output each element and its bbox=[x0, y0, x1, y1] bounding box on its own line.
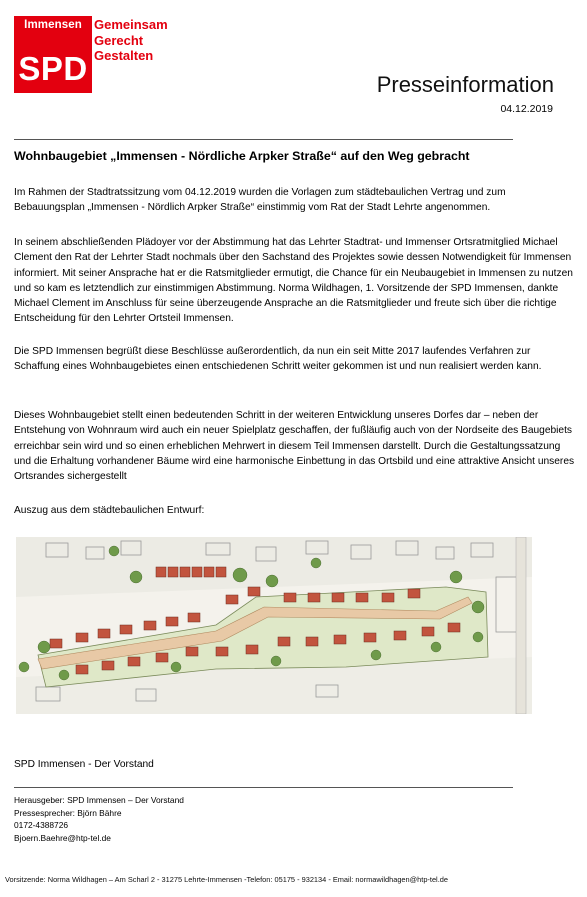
logo-top-text: Immensen bbox=[24, 19, 82, 31]
body-paragraph: In seinem abschließenden Plädoyer vor der Abstimmung hat das Lehrter Stadtrat- und Immenser Ortsratmitglied Michael Clement den Rat der Lehrter Stadt nochmals über den Sachstand des Projektes sowie dessen Notwendigkeit für Immensen informiert. Mit seiner Ansprache hat er die Ratsmitglieder ermutigt, die Chance für ein Neubaugebiet in Immensen zu nutzen und so kam es letztendlich zur einstimmigen Abstimmung. Norma Wildhagen, 1. Vorsitzende der SPD Immensen, dankte Michael Clement im Anschluss für seine überzeugende Ansprache an die Ratsmitglieder und freute sich über die richtige Entscheidung für den Lehrter Ortsteil Immensen. bbox=[14, 237, 573, 325]
imprint-press-speaker: Pressesprecher: Björn Bähre bbox=[14, 807, 122, 818]
spd-logo bbox=[14, 16, 92, 93]
page-footer: Vorsitzende: Norma Wildhagen – Am Scharl 2 - 31275 Lehrte-Immensen -Telefon: 05175 - 932134 - Email: normawildhagen@htp-tel.de bbox=[5, 875, 448, 884]
imprint bbox=[14, 794, 184, 845]
footer-divider bbox=[14, 787, 513, 788]
headline: Wohnbaugebiet „Immensen - Nördliche Arpker Straße“ auf den Weg gebracht bbox=[14, 149, 470, 163]
body-paragraph: Im Rahmen der Stadtratssitzung vom 04.12.2019 wurden die Vorlagen zum städtebaulichen Vertrag und zum Bebauungsplan „Immensen - Nördlich Arpker Straße“ einstimmig vom Rat der Stadt Lehrte angenommen. bbox=[14, 187, 506, 214]
imprint-email: Bjoern.Baehre@htp-tel.de bbox=[14, 833, 111, 844]
body-paragraph: Die SPD Immensen begrüßt diese Beschlüsse außerordentlich, da nun ein seit Mitte 2017 laufendes Verfahren zur Schaffung eines Wohnbaugebietes einen entschiedenen Schritt weiter gekommen ist und nun realisiert werden kann. bbox=[14, 346, 542, 373]
signoff: SPD Immensen - Der Vorstand bbox=[14, 759, 154, 770]
logo-main-text: SPD bbox=[18, 50, 88, 87]
site-plan-image bbox=[16, 537, 532, 714]
imprint-publisher: Herausgeber: SPD Immensen – Der Vorstand bbox=[14, 795, 184, 805]
imprint-phone: 0172-4388726 bbox=[14, 820, 69, 831]
figure-caption: Auszug aus dem städtebaulichen Entwurf: bbox=[14, 505, 205, 516]
body-paragraph: Dieses Wohnbaugebiet stellt einen bedeutenden Schritt in der weiteren Entwicklung unseres Dorfes dar – neben der Entstehung von Wohnraum wird auch ein neuer Spielplatz geschaffen, der fußläufig auch von der Nordseite des Baugebiets erreichbar sein wird und so einen erheblichen Mehrwert in diesem Teil Immensen darstellt. Durch die Gestaltungssatzung und die Erhaltung vorhandener Bäume wird eine harmonische Einbettung in das Ortsbild und eine attraktive Ansicht unseres Ortsrandes sichergestellt bbox=[14, 410, 575, 483]
page-title: Presseinformation bbox=[376, 72, 554, 97]
slogan-line: Gestalten bbox=[94, 48, 154, 63]
slogan-line: Gemeinsam bbox=[94, 17, 168, 32]
press-date: 04.12.2019 bbox=[500, 103, 553, 115]
logo-slogan bbox=[94, 17, 168, 64]
slogan-line: Gerecht bbox=[94, 32, 144, 48]
header-divider bbox=[14, 139, 513, 140]
